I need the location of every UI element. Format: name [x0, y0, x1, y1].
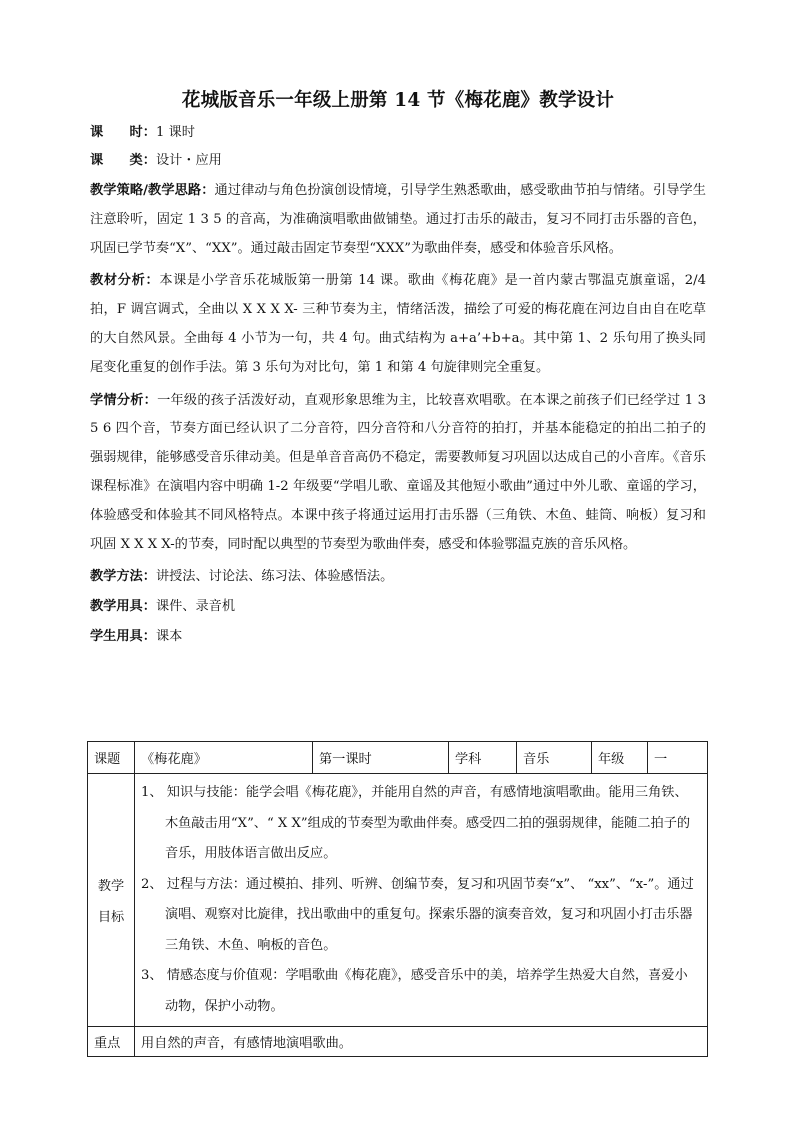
methods-line [90, 563, 706, 591]
document-page [90, 80, 706, 651]
key-label-cell: 重点 [88, 1027, 135, 1057]
student-tools-line [90, 623, 706, 651]
lesson-info-table [87, 741, 708, 1057]
goals-list [141, 778, 699, 1022]
student-tools-label: 学生用具： [90, 629, 156, 645]
goals-row [88, 774, 708, 1027]
subject-value-cell: 音乐 [517, 742, 592, 774]
material-label: 教材分析： [90, 273, 160, 289]
class-hours-label: 课 时： [90, 125, 156, 140]
topic-label-cell: 课题 [88, 742, 135, 774]
strategy-label: 教学策略/教学思路： [90, 183, 215, 198]
key-value-cell: 用自然的声音，有感情地演唱歌曲。 [135, 1027, 708, 1057]
teacher-tools-line [90, 593, 706, 621]
strategy-paragraph [90, 177, 706, 263]
class-hours-line [90, 119, 706, 147]
goals-label-line-2: 目标 [97, 910, 125, 925]
class-type-label: 课 类： [90, 153, 156, 168]
key-point-row [88, 1027, 708, 1057]
document-title: 花城版音乐一年级上册第 14 节《梅花鹿》教学设计 [181, 90, 615, 111]
teacher-tools-text: 课件、录音机 [155, 599, 236, 615]
goal-item: 2、 过程与方法：通过模拍、排列、听辨、创编节奏，复习和巩固节奏“x”、 “xx”、“x-”。通过演唱、观察对比旋律，找出歌曲中的重复句。探索乐器的演奏音效，复习和巩固小打击乐器三角铁、木鱼、响板的音色。 [141, 876, 694, 953]
strategy-text: 通过律动与角色扮演创设情境，引导学生熟悉歌曲，感受歌曲节拍与情绪。引导学生注意聆听，固定 1 3 5 的音高，为准确演唱歌曲做铺垫。通过打击乐的敲击，复习不同打击乐器的音色，巩固已学节奏“X”、“XX”。通过敲击固定节奏型“XXX”为歌曲伴奏，感受和体验音乐风格。 [90, 183, 706, 256]
goal-item: 3、 情感态度与价值观：学唱歌曲《梅花鹿》，感受音乐中的美，培养学生热爱大自然，喜爱小动物，保护小动物。 [141, 968, 688, 1014]
teacher-tools-label: 教学用具： [90, 599, 156, 615]
goals-content-cell [135, 774, 708, 1027]
methods-text: 讲授法、讨论法、练习法、体验感悟法。 [155, 569, 394, 585]
material-paragraph [90, 267, 706, 382]
class-type-value: 设计・应用 [155, 153, 222, 168]
student-tools-text: 课本 [155, 629, 183, 645]
topic-value-cell: 《梅花鹿》 [135, 742, 313, 774]
grade-label-cell: 年级 [592, 742, 648, 774]
goals-label-line-1: 教学 [97, 879, 125, 894]
goals-label-cell [88, 774, 135, 1027]
period-value-cell: 第一课时 [313, 742, 449, 774]
subject-label-cell: 学科 [449, 742, 517, 774]
class-type-line [90, 147, 706, 175]
methods-label: 教学方法： [90, 569, 156, 585]
material-text: 本课是小学音乐花城版第一册第 14 课。歌曲《梅花鹿》是一首内蒙古鄂温克旗童谣，2/4 拍，F 调宫调式，全曲以 X X X X- 三种节奏为主，情绪活泼，描绘了可爱的梅花鹿在河边自由自在吃草的大自然风景。全曲每 4 小节为一句，共 4 句。曲式结构为 a+a’+b+a。其中第 1、2 乐句用了换头同尾变化重复的创作手法。第 3 乐句为对比句，第 1 和第 4 句旋律则完全重复。 [90, 273, 707, 375]
class-hours-value: 1 课时 [155, 125, 195, 140]
grade-value-cell: 一 [648, 742, 708, 774]
goal-item: 1、 知识与技能：能学会唱《梅花鹿》，并能用自然的声音，有感情地演唱歌曲。能用三角铁、木鱼敲击用“X”、“ X X”组成的节奏型为歌曲伴奏。感受四二拍的强弱规律，能随二拍子的音乐，用肢体语言做出反应。 [141, 785, 691, 861]
students-label: 学情分析： [90, 392, 158, 408]
students-text: 一年级的孩子活泼好动，直观形象思维为主，比较喜欢唱歌。在本课之前孩子们已经学过 1 3 5 6 四个音，节奏方面已经认识了二分音符，四分音符和八分音符的拍打，并基本能稳定的拍出二拍子的强弱规律，能够感受音乐律动美。但是单音音高仍不稳定，需要教师复习巩固以达成自己的小音库。《音乐课程标准》在演唱内容中明确 1-2 年级要“学唱儿歌、童谣及其他短小歌曲”通过中外儿歌、童谣的学习，体验感受和体验其不同风格特点。本课中孩子将通过运用打击乐器（三角铁、木鱼、蛙筒、响板）复习和巩固 X X X X-的节奏，同时配以典型的节奏型为歌曲伴奏，感受和体验鄂温克族的音乐风格。 [90, 392, 706, 552]
students-paragraph [90, 387, 706, 560]
table-header-row [88, 742, 708, 774]
